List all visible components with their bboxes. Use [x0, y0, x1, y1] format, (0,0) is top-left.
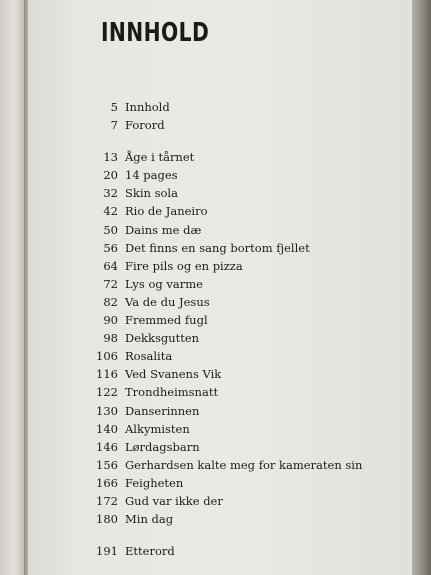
toc-entry [80, 385, 400, 403]
toc-page-number: 156 [96, 457, 118, 472]
toc-entry [80, 367, 400, 385]
toc-page-number: 7 [110, 118, 118, 133]
toc-entry-title: Skin sola [125, 186, 178, 201]
toc-entry-title: Dains me dæ [125, 222, 202, 237]
toc-page-number: 106 [96, 349, 118, 364]
page-edge-shadow [412, 0, 431, 575]
toc-entry-title: Alkymisten [125, 421, 190, 436]
toc-entry [80, 295, 400, 313]
toc-entry [80, 349, 400, 367]
toc-page-number: 82 [103, 294, 118, 309]
toc-entry [80, 259, 400, 277]
toc-entry [80, 223, 400, 241]
toc-entry [80, 544, 400, 562]
toc-entry-title: Fire pils og en pizza [125, 258, 243, 273]
toc-page-number: 116 [96, 367, 118, 382]
toc-entry-title: 14 pages [125, 168, 178, 183]
toc-group-front-matter [80, 100, 400, 136]
toc-entry [80, 512, 400, 530]
toc-entry-title: Forord [125, 118, 165, 133]
table-of-contents [80, 100, 400, 562]
toc-page-number: 5 [110, 100, 118, 114]
toc-page-number: 13 [103, 150, 118, 165]
toc-entry [80, 494, 400, 512]
toc-entry [80, 100, 400, 118]
toc-entry [80, 277, 400, 295]
toc-page-number: 56 [103, 240, 118, 255]
toc-page-number: 130 [96, 403, 118, 418]
toc-page-number: 90 [103, 313, 118, 328]
toc-page-number: 140 [96, 421, 118, 436]
toc-entry-title: Etterord [125, 544, 175, 559]
toc-entry [80, 150, 400, 168]
toc-entry-title: Det finns en sang bortom fjellet [125, 240, 310, 255]
toc-entry-title: Min dag [125, 512, 174, 527]
toc-entry-title: Rio de Janeiro [125, 204, 208, 219]
toc-page-number: 20 [103, 168, 118, 183]
toc-entry [80, 458, 400, 476]
toc-page-number: 146 [96, 439, 118, 454]
toc-entry [80, 313, 400, 331]
toc-entry-title: Lørdagsbarn [125, 439, 200, 454]
toc-entry-title: Ved Svanens Vik [125, 367, 222, 382]
toc-page-number: 98 [103, 331, 118, 346]
toc-entry-title: Innhold [125, 100, 170, 114]
toc-page-number: 172 [96, 493, 118, 508]
toc-entry [80, 204, 400, 222]
toc-page-number: 191 [96, 544, 118, 559]
toc-entry [80, 186, 400, 204]
toc-entry-title: Rosalita [125, 349, 173, 364]
toc-page-number: 32 [103, 186, 118, 201]
toc-entry-title: Va de du Jesus [125, 294, 210, 309]
toc-entry [80, 476, 400, 494]
toc-entry-title: Lys og varme [125, 276, 203, 291]
toc-entry [80, 440, 400, 458]
toc-group-chapters [80, 150, 400, 530]
toc-page-number: 50 [103, 222, 118, 237]
toc-page-number: 180 [96, 512, 118, 527]
toc-entry [80, 331, 400, 349]
previous-page-edge [0, 0, 26, 575]
toc-entry [80, 168, 400, 186]
page-title: INNHOLD [101, 18, 210, 48]
toc-entry [80, 118, 400, 136]
toc-entry [80, 241, 400, 259]
toc-entry-title: Feigheten [125, 475, 184, 490]
toc-page-number: 72 [103, 276, 118, 291]
toc-page-number: 166 [96, 475, 118, 490]
toc-entry-title: Danserinnen [125, 403, 200, 418]
toc-entry-title: Dekksgutten [125, 331, 200, 346]
toc-entry-title: Gud var ikke der [125, 493, 223, 508]
toc-page-number: 64 [103, 258, 118, 273]
toc-page-number: 122 [96, 385, 118, 400]
toc-entry [80, 404, 400, 422]
toc-entry-title: Åge i tårnet [125, 150, 195, 165]
toc-group-back-matter [80, 544, 400, 562]
toc-entry-title: Fremmed fugl [125, 313, 208, 328]
toc-page-number: 42 [103, 204, 118, 219]
toc-entry-title: Trondheimsnatt [125, 385, 219, 400]
toc-entry [80, 422, 400, 440]
toc-entry-title: Gerhardsen kalte meg for kameraten sin [125, 457, 363, 472]
